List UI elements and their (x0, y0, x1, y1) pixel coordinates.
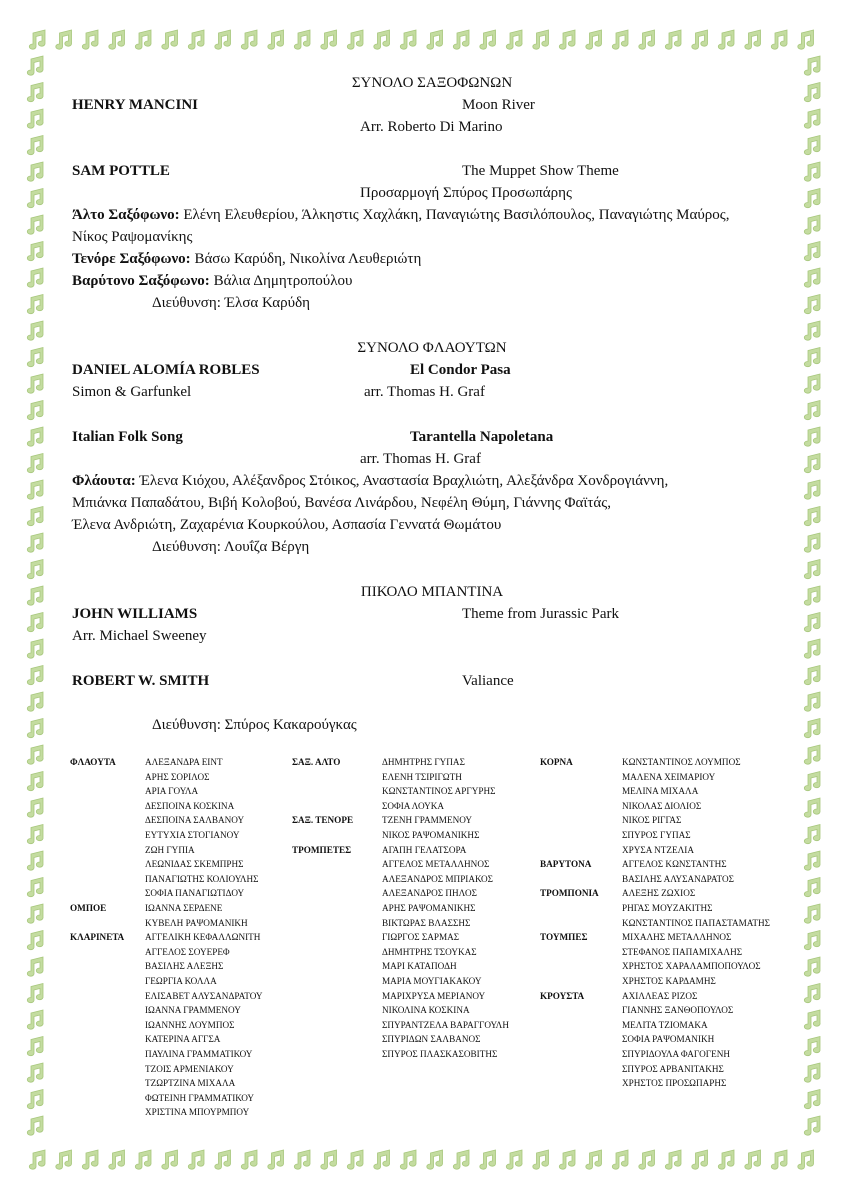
music-note-icon (804, 533, 820, 552)
performers-flutes (72, 472, 668, 490)
roster-member: ΣΠΥΡΑΝΤΖΕΛΑ ΒΑΡΑΓΓΟΥΛΗ (382, 1019, 509, 1030)
roster-member: ΓΙΩΡΓΟΣ ΣΑΡΜΑΣ (382, 932, 460, 943)
music-note-icon (27, 374, 43, 393)
music-note-icon (804, 745, 820, 764)
roster-member: ΝΙΚΟΛΙΝΑ ΚΟΣΚΙΝΑ (382, 1005, 470, 1016)
instrument-label: Άλτο Σαξόφωνο: (72, 207, 180, 223)
roster-member: ΑΓΓΕΛΟΣ ΣΟΥΕΡΕΦ (145, 946, 230, 957)
music-note-icon (82, 30, 98, 49)
music-note-icon (27, 56, 43, 75)
music-note-icon (162, 1150, 178, 1169)
performer-names: Ελένη Ελευθερίου, Άλκηστις Χαχλάκη, Παναγιώτης Βασιλόπουλος, Παναγιώτης Μαύρος, (179, 207, 730, 223)
roster-member: ΣΠΥΡΙΔΟΥΛΑ ΦΑΓΟΓΕΝΗ (622, 1049, 730, 1059)
roster-member: ΑΧΙΛΛΕΑΣ ΡΙΖΟΣ (622, 990, 698, 1001)
music-note-icon (56, 30, 72, 49)
music-note-icon (27, 639, 43, 658)
music-note-icon (27, 692, 43, 711)
roster-member: ΑΡΗΣ ΡΑΨΟΜΑΝΙΚΗΣ (382, 903, 476, 913)
music-note-icon (27, 321, 43, 340)
music-note-icon (804, 83, 820, 102)
music-note-icon (27, 1010, 43, 1029)
music-note-icon (718, 30, 734, 49)
music-note-icon (612, 1150, 628, 1169)
music-note-icon (533, 1150, 549, 1169)
music-note-icon (804, 348, 820, 367)
music-note-icon (804, 984, 820, 1003)
music-note-icon (27, 931, 43, 950)
music-note-icon (804, 666, 820, 685)
music-note-icon (804, 586, 820, 605)
music-note-icon (109, 30, 125, 49)
roster-member: ΑΛΕΞΑΝΔΡΑ ΕΙΝΤ (145, 757, 223, 767)
instrument-label: Τενόρε Σαξόφωνο: (72, 251, 191, 267)
composer: Italian Folk Song (72, 429, 183, 445)
music-note-icon (506, 30, 522, 49)
music-note-icon (27, 560, 43, 579)
music-note-icon (27, 136, 43, 155)
composer: DANIEL ALOMÍA ROBLES (72, 362, 260, 378)
roster-member: ΠΑΥΛΙΝΑ ΓΡΑΜΜΑΤΙΚΟΥ (145, 1049, 253, 1059)
music-note-icon (804, 931, 820, 950)
roster-member: ΣΟΦΙΑ ΠΑΝΑΓΙΩΤΙΔΟΥ (145, 888, 245, 899)
piece-title: Theme from Jurassic Park (462, 606, 620, 622)
arranger: arr. Thomas H. Graf (360, 451, 481, 467)
music-note-icon (804, 772, 820, 791)
roster-member: ΚΑΤΕΡΙΝΑ ΑΓΓΣΑ (145, 1034, 221, 1045)
music-note-icon (804, 189, 820, 208)
music-note-icon (294, 1150, 310, 1169)
music-note-icon (804, 639, 820, 658)
music-note-icon (294, 30, 310, 49)
music-note-icon (586, 30, 602, 49)
roster-member: ΒΑΣΙΛΗΣ ΑΛΥΣΑΝΔΡΑΤΟΣ (622, 873, 734, 884)
music-note-icon (27, 83, 43, 102)
music-note-icon (804, 719, 820, 738)
composer: JOHN WILLIAMS (72, 606, 198, 622)
music-note-icon (804, 692, 820, 711)
music-note-icon (804, 1037, 820, 1056)
music-note-icon (559, 30, 575, 49)
music-note-icon (27, 401, 43, 420)
music-note-icon (27, 109, 43, 128)
music-note-icon (162, 30, 178, 49)
section-heading-piccolo: ΠΙΚΟΛΟ ΜΠΑΝΤΙΝΑ (360, 584, 504, 600)
music-note-icon (718, 1150, 734, 1169)
roster-member: ΙΩΑΝΝΑ ΓΡΑΜΜΕΝΟΥ (145, 1005, 241, 1016)
music-note-icon (804, 374, 820, 393)
music-note-icon (804, 507, 820, 526)
roster-member: ΜΑΡΙΧΡΥΣΑ ΜΕΡΙΑΝΟΥ (382, 990, 486, 1001)
music-note-icon (804, 480, 820, 499)
roster-member: ΧΡΗΣΤΟΣ ΚΑΡΔΑΜΗΣ (622, 976, 716, 986)
roster-member: ΤΖΕΝΗ ΓΡΑΜΜΕΝΟΥ (382, 815, 473, 826)
music-note-icon (135, 30, 151, 49)
piece-title: Tarantella Napoletana (410, 429, 554, 445)
music-note-icon (27, 825, 43, 844)
music-note-icon (745, 1150, 761, 1169)
roster-section-label: ΒΑΡΥΤΟΝΑ (540, 859, 592, 870)
roster-member: ΓΙΑΝΝΗΣ ΞΑΝΘΟΠΟΥΛΟΣ (622, 1005, 734, 1016)
roster-member: ΕΛΙΣΑΒΕΤ ΑΛΥΣΑΝΔΡΑΤΟΥ (145, 990, 263, 1001)
music-note-icon (804, 825, 820, 844)
music-note-icon (804, 851, 820, 870)
music-note-icon (27, 295, 43, 314)
music-note-icon (215, 30, 231, 49)
music-note-icon (559, 1150, 575, 1169)
roster-section-label: ΣΑΞ. ΤΕΝΟΡΕ (292, 815, 354, 826)
music-note-icon (400, 30, 416, 49)
music-note-icon (27, 586, 43, 605)
roster-member: ΑΡΙΑ ΓΟΥΛΑ (145, 786, 199, 797)
music-note-icon (804, 215, 820, 234)
music-note-icon (639, 1150, 655, 1169)
roster-member: ΝΙΚΟΣ ΡΙΓΓΑΣ (622, 815, 682, 826)
music-note-icon (27, 454, 43, 473)
music-note-icon (27, 1037, 43, 1056)
roster-member: ΧΡΙΣΤΙΝΑ ΜΠΟΥΡΜΠΟΥ (145, 1107, 250, 1118)
roster-member: ΝΙΚΟΣ ΡΑΨΟΜΑΝΙΚΗΣ (382, 830, 480, 840)
roster-member: ΑΓΓΕΛΟΣ ΜΕΤΑΛΛΗΝΟΣ (382, 859, 490, 870)
roster-member: ΑΛΕΞΗΣ ΖΩΧΙΟΣ (622, 888, 696, 899)
music-note-icon (27, 507, 43, 526)
music-note-icon (321, 30, 337, 49)
roster-member: ΚΥΒΕΛΗ ΡΑΨΟΜΑΝΙΚΗ (145, 917, 248, 928)
music-note-icon (804, 136, 820, 155)
music-note-icon (804, 957, 820, 976)
roster-member: ΜΑΡΙ ΚΑΤΑΠΟΔΗ (382, 961, 457, 972)
music-note-icon (347, 1150, 363, 1169)
roster-member: ΑΡΗΣ ΣΟΡΙΛΟΣ (145, 771, 210, 782)
roster-member: ΙΩΑΝΝΗΣ ΛΟΥΜΠΟΣ (145, 1019, 235, 1030)
roster-section-label: ΦΛΑΟΥΤΑ (70, 757, 116, 767)
roster-member: ΣΤΕΦΑΝΟΣ ΠΑΠΑΜΙΧΑΛΗΣ (622, 946, 743, 957)
performers-tenor (72, 250, 421, 268)
music-note-icon (804, 1063, 820, 1082)
roster-member: ΣΠΥΡΟΣ ΠΛΑΣΚΑΣΟΒΙΤΗΣ (382, 1049, 498, 1059)
music-note-icon (804, 109, 820, 128)
section-heading-saxophones: ΣΥΝΟΛΟ ΣΑΞΟΦΩΝΩΝ (351, 75, 513, 91)
music-note-icon (804, 56, 820, 75)
music-note-icon (374, 30, 390, 49)
music-note-icon (27, 189, 43, 208)
music-note-icon (804, 560, 820, 579)
roster-member: ΛΕΩΝΙΔΑΣ ΣΚΕΜΠΡΗΣ (145, 859, 244, 870)
music-note-icon (215, 1150, 231, 1169)
composer: ROBERT W. SMITH (72, 673, 210, 689)
roster-member: ΣΠΥΡΙΔΩΝ ΣΑΛΒΑΝΟΣ (382, 1034, 481, 1045)
roster-member: ΜΕΛΙΝΑ ΜΙΧΑΛΑ (622, 786, 699, 797)
roster-member: ΒΑΣΙΛΗΣ ΑΛΕΞΗΣ (145, 961, 224, 972)
music-note-icon (268, 30, 284, 49)
music-note-icon (29, 30, 45, 49)
music-note-icon (804, 295, 820, 314)
arranger: Προσαρμογή Σπύρος Προσωπάρης (360, 185, 572, 201)
music-note-icon (27, 613, 43, 632)
music-note-icon (771, 1150, 787, 1169)
music-note-icon (27, 1063, 43, 1082)
roster-member: ΚΩΝΣΤΑΝΤΙΝΟΣ ΠΑΠΑΣΤΑΜΑΤΗΣ (622, 917, 770, 928)
music-note-icon (533, 30, 549, 49)
piece-title: Moon River (462, 97, 535, 113)
roster-member: ΖΩΗ ΓΥΠΙΑ (145, 844, 195, 855)
music-note-icon (804, 1116, 820, 1135)
roster-member: ΕΥΤΥΧΙΑ ΣΤΟΓΙΑΝΟΥ (145, 830, 240, 840)
roster-member: ΔΗΜΗΤΡΗΣ ΓΥΠΑΣ (382, 757, 465, 767)
music-note-icon (27, 533, 43, 552)
roster-member: ΚΩΝΣΤΑΝΤΙΝΟΣ ΛΟΥΜΠΟΣ (622, 757, 741, 767)
composer: SAM POTTLE (72, 163, 170, 179)
roster-member: ΕΛΕΝΗ ΤΣΙΡΙΓΩΤΗ (382, 771, 462, 782)
roster-member: ΤΖΟΙΣ ΑΡΜΕΝΙΑΚΟΥ (145, 1063, 234, 1074)
music-note-icon (27, 957, 43, 976)
roster-member: ΔΗΜΗΤΡΗΣ ΤΣΟΥΚΑΣ (382, 946, 477, 957)
music-note-icon (427, 30, 443, 49)
roster-member: ΠΑΝΑΓΙΩΤΗΣ ΚΟΛΙΟΥΛΗΣ (145, 873, 259, 884)
performers-baritone (72, 272, 352, 290)
performer-names: Έλενα Ανδριώτη, Ζαχαρένια Κουρκούλου, Ασπασία Γεννατά Θωμάτου (72, 517, 502, 533)
roster-member: ΙΩΑΝΝΑ ΣΕΡΔΕΝΕ (145, 903, 223, 913)
music-note-icon (400, 1150, 416, 1169)
instrument-label: Φλάουτα: (72, 473, 136, 489)
music-note-icon (241, 30, 257, 49)
roster-member: ΔΕΣΠΟΙΝΑ ΣΑΛΒΑΝΟΥ (145, 815, 245, 826)
music-note-icon (804, 321, 820, 340)
music-note-icon (692, 30, 708, 49)
music-note-icon (27, 851, 43, 870)
music-note-icon (27, 666, 43, 685)
performer-names: Έλενα Κιόχου, Αλέξανδρος Στόικος, Αναστασία Βραχλιώτη, Αλεξάνδρα Χονδρογιάννη, (135, 473, 669, 489)
music-note-icon (27, 480, 43, 499)
roster-member: ΜΙΧΑΛΗΣ ΜΕΤΑΛΛΗΝΟΣ (622, 932, 732, 943)
roster-member: ΑΛΕΞΑΝΔΡΟΣ ΠΗΛΟΣ (382, 888, 477, 899)
roster-section-label: ΚΟΡΝΑ (540, 757, 573, 767)
music-note-icon (82, 1150, 98, 1169)
music-note-icon (188, 1150, 204, 1169)
music-note-icon (804, 268, 820, 287)
roster-section-label: ΤΡΟΜΠΟΝΙΑ (540, 888, 599, 899)
music-note-icon (798, 30, 814, 49)
music-note-icon (665, 30, 681, 49)
roster-member: ΧΡΗΣΤΟΣ ΠΡΟΣΩΠΑΡΗΣ (622, 1078, 727, 1089)
roster-member: ΦΩΤΕΙΝΗ ΓΡΑΜΜΑΤΙΚΟΥ (145, 1092, 255, 1103)
music-note-icon (804, 613, 820, 632)
roster-member: ΜΑΛΕΝΑ ΧΕΙΜΑΡΙΟΥ (622, 771, 716, 782)
roster-member: ΚΩΝΣΤΑΝΤΙΝΟΣ ΑΡΓΥΡΗΣ (382, 786, 496, 797)
music-note-icon (586, 1150, 602, 1169)
performer-names: Βάσω Καρύδη, Νικολίνα Λευθεριώτη (190, 251, 422, 267)
arranger: arr. Thomas H. Graf (364, 384, 485, 400)
roster-member: ΧΡΗΣΤΟΣ ΧΑΡΑΛΑΜΠΟΠΟΥΛΟΣ (622, 961, 761, 972)
music-note-icon (804, 878, 820, 897)
music-note-icon (27, 242, 43, 261)
music-note-icon (612, 30, 628, 49)
piece-title: The Muppet Show Theme (462, 163, 619, 179)
music-note-icon (56, 1150, 72, 1169)
music-note-icon (27, 772, 43, 791)
music-note-icon (692, 1150, 708, 1169)
roster-section-label: ΟΜΠΟΕ (70, 903, 107, 913)
roster-member: ΑΓΓΕΛΟΣ ΚΩΝΣΤΑΝΤΗΣ (622, 859, 727, 870)
music-note-icon (506, 1150, 522, 1169)
performer-names: Νίκος Ραψομανίκης (72, 229, 193, 245)
music-note-icon (639, 30, 655, 49)
conductor: Διεύθυνση: Σπύρος Κακαρούγκας (152, 717, 357, 733)
roster-member: ΑΓΑΠΗ ΓΕΛΑΤΣΟΡΑ (382, 844, 467, 855)
music-note-icon (27, 215, 43, 234)
roster-section-label: ΤΟΥΜΠΕΣ (540, 932, 588, 943)
music-note-icon (321, 1150, 337, 1169)
music-note-icon (374, 1150, 390, 1169)
music-note-icon (804, 242, 820, 261)
music-note-icon (745, 30, 761, 49)
performer-names: Βάλια Δημητροπούλου (209, 273, 353, 289)
composer: HENRY MANCINI (72, 97, 198, 113)
music-note-icon (109, 1150, 125, 1169)
music-note-icon (427, 1150, 443, 1169)
music-note-icon (798, 1150, 814, 1169)
roster-section-label: ΚΛΑΡΙΝΕΤΑ (70, 932, 125, 943)
music-note-icon (804, 454, 820, 473)
roster-member: ΝΙΚΟΛΑΣ ΔΙΟΛΙΟΣ (622, 800, 702, 811)
conductor: Διεύθυνση: Έλσα Καρύδη (152, 295, 310, 311)
music-note-icon (27, 798, 43, 817)
music-note-icon (29, 1150, 45, 1169)
instrument-label: Βαρύτονο Σαξόφωνο: (72, 273, 210, 289)
music-note-icon (27, 162, 43, 181)
roster-member: ΑΓΓΕΛΙΚΗ ΚΕΦΑΛΛΩΝΙΤΗ (145, 932, 261, 943)
music-note-icon (241, 1150, 257, 1169)
music-note-icon (188, 30, 204, 49)
music-note-icon (27, 348, 43, 367)
music-note-icon (804, 427, 820, 446)
roster-member: ΑΛΕΞΑΝΔΡΟΣ ΜΠΡΙΑΚΟΣ (382, 873, 493, 884)
music-note-icon (804, 798, 820, 817)
music-note-icon (27, 427, 43, 446)
music-note-icon (771, 30, 787, 49)
roster-member: ΣΠΥΡΟΣ ΑΡΒΑΝΙΤΑΚΗΣ (622, 1063, 724, 1074)
music-note-icon (27, 1090, 43, 1109)
arranger: Arr. Michael Sweeney (72, 628, 207, 644)
music-note-icon (27, 1116, 43, 1135)
roster-member: ΣΠΥΡΟΣ ΓΥΠΑΣ (622, 830, 691, 840)
music-note-icon (27, 904, 43, 923)
music-note-icon (27, 745, 43, 764)
roster-section-label: ΤΡΟΜΠΕΤΕΣ (292, 844, 352, 855)
roster-member: ΧΡΥΣΑ ΝΤΖΕΛΙΑ (622, 844, 694, 855)
roster-member: ΒΙΚΤΩΡΑΣ ΒΛΑΣΣΗΣ (382, 917, 471, 928)
section-heading-flutes: ΣΥΝΟΛΟ ΦΛΑΟΥΤΩΝ (357, 340, 507, 356)
music-note-icon (453, 30, 469, 49)
music-note-icon (804, 1010, 820, 1029)
music-note-icon (27, 878, 43, 897)
music-note-icon (665, 1150, 681, 1169)
music-note-icon (804, 401, 820, 420)
piece-title: Valiance (462, 673, 514, 689)
roster-section-label: ΣΑΞ. ΑΛΤΟ (292, 757, 341, 767)
roster-member: ΣΟΦΙΑ ΡΑΨΟΜΑΝΙΚΗ (622, 1034, 715, 1045)
music-note-icon (453, 1150, 469, 1169)
piece-title: El Condor Pasa (410, 362, 511, 378)
conductor: Διεύθυνση: Λουΐζα Βέργη (152, 539, 310, 555)
music-note-icon (27, 268, 43, 287)
roster-member: ΡΗΓΑΣ ΜΟΥΖΑΚΙΤΗΣ (622, 903, 713, 913)
roster-member: ΜΑΡΙΑ ΜΟΥΓΙΑΚΑΚΟΥ (382, 976, 482, 986)
composer-subtitle: Simon & Garfunkel (72, 384, 192, 400)
music-note-icon (27, 984, 43, 1003)
roster-member: ΜΕΛΙΤΑ ΤΖΙΟΜΑΚΑ (622, 1019, 708, 1030)
music-note-icon (480, 1150, 496, 1169)
arranger: Arr. Roberto Di Marino (360, 119, 503, 135)
performers-alto (72, 206, 729, 224)
performer-names: Μπιάνκα Παπαδάτου, Βιβή Κολοβού, Βανέσα Λινάρδου, Νεφέλη Θύμη, Γιάννης Φαϊτάς, (72, 495, 611, 511)
roster-member: ΣΟΦΙΑ ΛΟΥΚΑ (382, 800, 445, 811)
roster-member: ΓΕΩΡΓΙΑ ΚΟΛΛΑ (145, 976, 217, 986)
music-note-icon (347, 30, 363, 49)
music-note-icon (135, 1150, 151, 1169)
music-note-icon (480, 30, 496, 49)
roster-section-label: ΚΡΟΥΣΤΑ (540, 990, 585, 1001)
music-note-icon (804, 904, 820, 923)
roster-member: ΔΕΣΠΟΙΝΑ ΚΟΣΚΙΝΑ (145, 800, 235, 811)
music-note-icon (804, 162, 820, 181)
music-note-icon (268, 1150, 284, 1169)
music-note-icon (27, 719, 43, 738)
music-note-icon (804, 1090, 820, 1109)
roster-member: ΤΖΩΡΤΖΙΝΑ ΜΙΧΑΛΑ (145, 1078, 236, 1089)
